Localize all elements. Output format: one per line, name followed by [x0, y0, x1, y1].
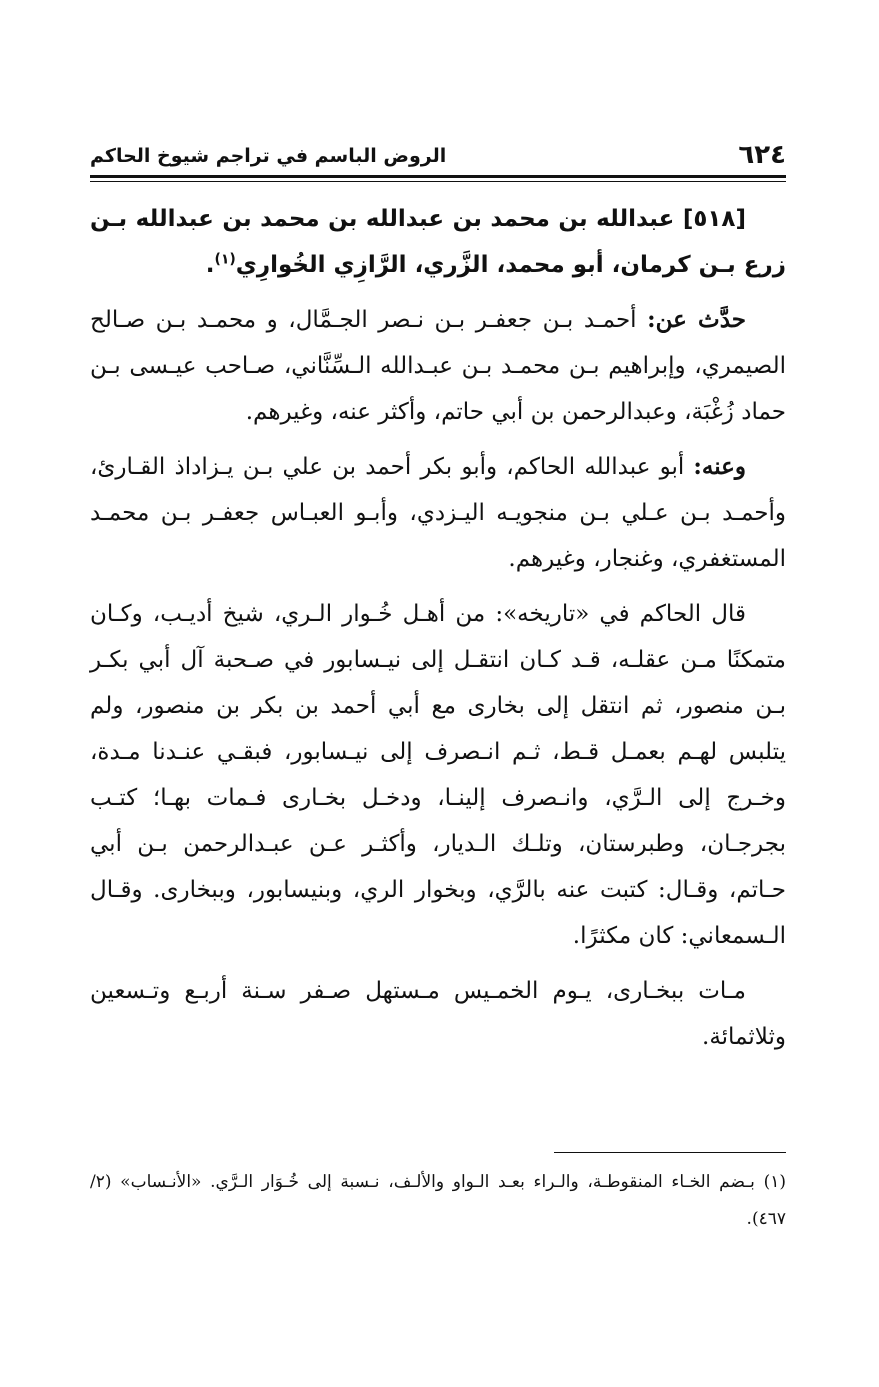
paragraph-teachers — [90, 297, 786, 435]
header-rule-thick — [90, 175, 786, 178]
book-title: الروض الباسم في تراجم شيوخ الحاكم — [90, 145, 447, 167]
main-text — [90, 196, 786, 1069]
paragraph-biography — [90, 591, 786, 959]
paragraph-lead: وعنه: — [693, 453, 746, 480]
running-header — [90, 138, 786, 174]
entry-title-end: . — [205, 252, 215, 278]
paragraph-students — [90, 444, 786, 582]
paragraph-lead: حدَّث عن: — [647, 306, 746, 333]
footnote-separator — [554, 1152, 786, 1153]
paragraph-text: قال الحاكم في «تاريخه»: من أهـل خُـوار الـري، شيخ أديـب، وكـان متمكنًا مـن عقلـه، قـد كـان انتقـل إلى نيـسابور في صـحبة آل أبي بكـر بـن منصور، ثم انتقل إلى بخارى مع أبي أحمد بن بكر بن منصور، ولم يتلبس لهـم بعمـل قـط، ثـم انـصرف إلى نيـسابور، فبقـي عنـدنا مـدة، وخـرج إلى الـرَّي، وانـصرف إلينـا، ودخـل بخـارى فـمات بهـا؛ كتـب بجرجـان، وطبرستان، وتلـك الـديار، وأكثـر عـن عبـدالرحمن بـن أبي حـاتم، وقـال: كتبت عنه بالرَّي، وبخوار الري، وبنيسابور، وببخارى. وقـال الـسمعاني: كان مكثرًا. — [90, 601, 786, 949]
paragraph-text: أبو عبدالله الحاكم، وأبو بكر أحمد بن علي بـن يـزاداذ القـارئ، وأحمـد بـن عـلي بـن منجويـه اليـزدي، وأبـو العبـاس جعفـر بـن محمـد المستغفري، وغنجار، وغيرهم. — [90, 454, 786, 572]
paragraph-death — [90, 968, 786, 1060]
footnote-text: (١) بـضم الخـاء المنقوطـة، والـراء بعـد الـواو والألـف، نـسبة إلى خُـوَار الـرَّي. «الأنـساب» (٢/ ٤٦٧). — [90, 1172, 786, 1229]
header-rule-thin — [90, 181, 786, 182]
footnote-reference[interactable]: (١) — [214, 251, 236, 268]
page-number: ٦٢٤ — [738, 140, 786, 170]
paragraph-text: أحمـد بـن جعفـر بـن نـصر الجـمَّال، و محمـد بـن صـالح الصيمري، وإبراهيم بـن محمـد بـن عبـدالله الـسِّنَّاني، صـاحب عيـسى بـن حماد زُغْبَة، وعبدالرحمن بن أبي حاتم، وأكثر عنه، وغيرهم. — [90, 307, 786, 425]
entry-title — [90, 196, 786, 288]
entry-title-text: [٥١٨] عبدالله بن محمد بن عبدالله بن محمد بن عبدالله بـن زرع بـن كرمان، أبو محمد، الزَّري، الرَّازِي الخُوارِي — [90, 206, 786, 278]
footnote — [90, 1164, 786, 1238]
book-page — [90, 0, 786, 1387]
paragraph-text: مـات ببخـارى، يـوم الخمـيس مـستهل صـفر سـنة أربـع وتـسعين وثلاثمائة. — [90, 978, 786, 1050]
